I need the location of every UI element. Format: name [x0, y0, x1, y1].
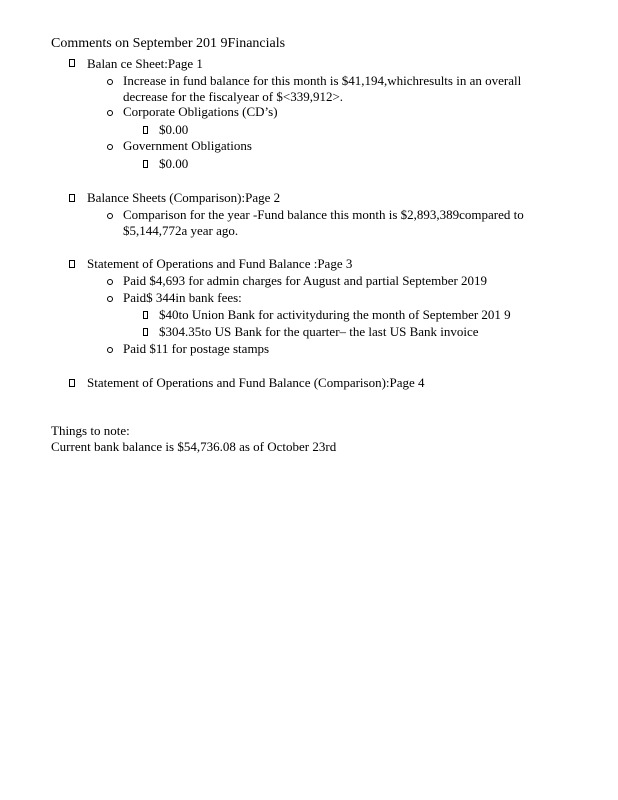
- square-bullet-icon: [69, 260, 75, 268]
- circle-bullet-icon: [107, 296, 113, 302]
- square-bullet-icon: [143, 328, 148, 336]
- list-item: Paid $11 for postage stamps: [123, 341, 270, 356]
- sub-list-item: $0.00: [159, 156, 189, 171]
- section-heading-balance-comparison: Balance Sheets (Comparison):Page 2: [87, 190, 281, 205]
- circle-bullet-icon: [107, 347, 113, 353]
- list-item: Government Obligations: [123, 138, 252, 153]
- section-heading-balance-sheet: Balan ce Sheet:Page 1: [87, 56, 203, 71]
- circle-bullet-icon: [107, 279, 113, 285]
- circle-bullet-icon: [107, 213, 113, 219]
- list-item-continuation: $5,144,772a year ago.: [123, 223, 239, 238]
- list-item-continuation: decrease for the fiscalyear of $<339,912>.: [123, 89, 344, 104]
- sub-list-item: $40to Union Bank for activityduring the month of September 201 9: [159, 307, 511, 322]
- sub-list-item: $304.35to US Bank for the quarter– the last US Bank invoice: [159, 324, 479, 339]
- page-title: Comments on September 201 9Financials: [51, 36, 286, 51]
- sub-list-item: $0.00: [159, 122, 189, 137]
- list-item: Paid $4,693 for admin charges for August and partial September 2019: [123, 273, 488, 288]
- list-item: Paid$ 344in bank fees:: [123, 290, 242, 305]
- square-bullet-icon: [69, 194, 75, 202]
- notes-line: Current bank balance is $54,736.08 as of October 23rd: [51, 439, 337, 454]
- section-heading-operations-comparison: Statement of Operations and Fund Balance (Comparison):Page 4: [87, 375, 425, 390]
- circle-bullet-icon: [107, 144, 113, 150]
- circle-bullet-icon: [107, 79, 113, 85]
- circle-bullet-icon: [107, 110, 113, 116]
- square-bullet-icon: [143, 126, 148, 134]
- square-bullet-icon: [143, 160, 148, 168]
- list-item: Increase in fund balance for this month is $41,194,whichresults in an overall: [123, 73, 522, 88]
- list-item: Corporate Obligations (CD’s): [123, 104, 278, 119]
- list-item: Comparison for the year -Fund balance this month is $2,893,389compared to: [123, 207, 524, 222]
- square-bullet-icon: [143, 311, 148, 319]
- square-bullet-icon: [69, 59, 75, 67]
- notes-heading: Things to note:: [51, 423, 130, 438]
- section-heading-operations: Statement of Operations and Fund Balance :Page 3: [87, 256, 353, 271]
- square-bullet-icon: [69, 379, 75, 387]
